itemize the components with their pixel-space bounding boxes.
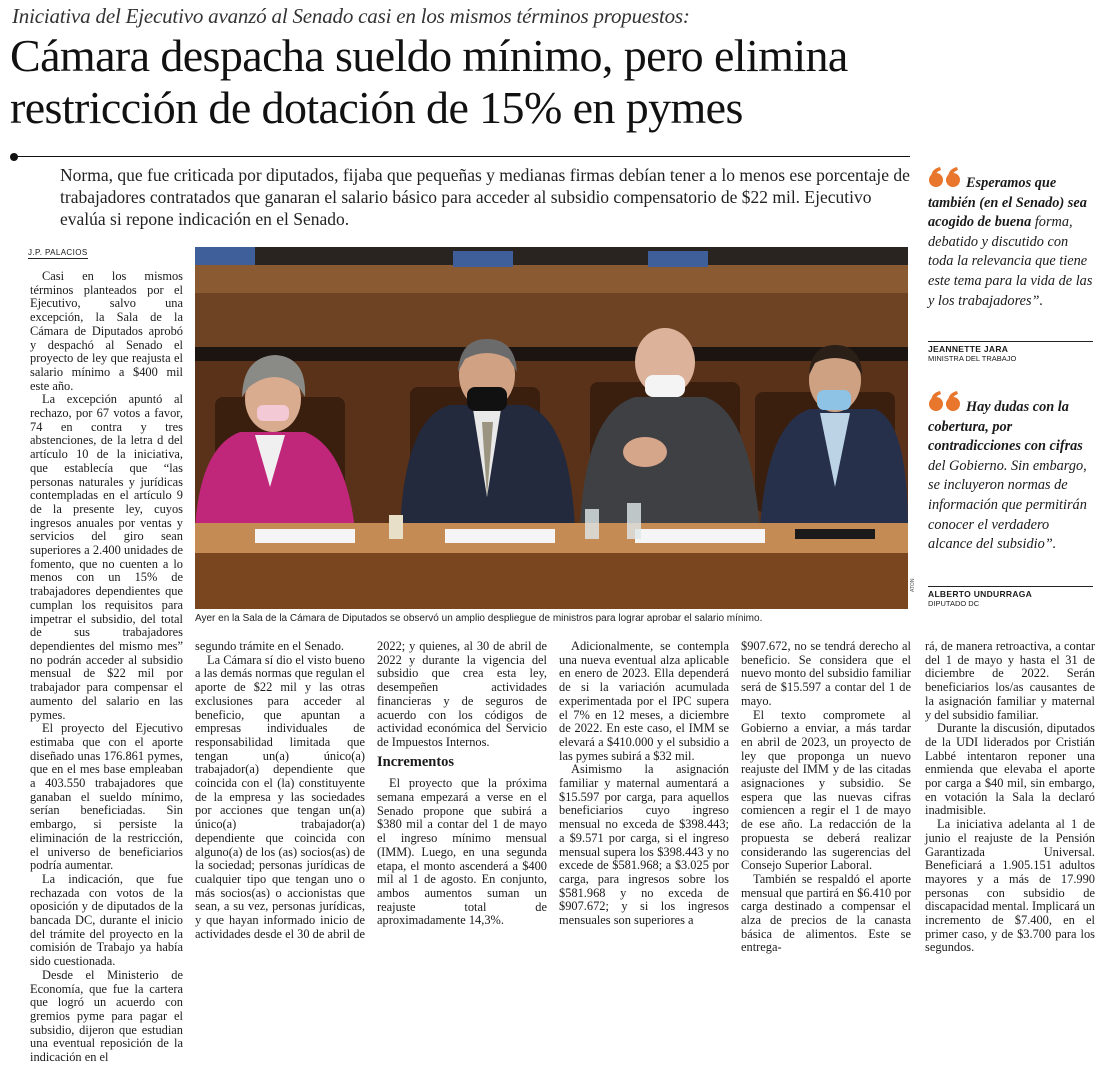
paragraph: La Cámara sí dio el visto bueno a las demás normas que regulan el aporte de $22 mil y las otras exclusiones para acceder al beneficio, que apuntan a empresas individuales de responsabilidad limitada que tengan un(a) único(a) trabajador(a) dependiente que coincida con el (la) constituyente de la empresa y las sociedades por acciones que tengan un(a) único(a) trabajador(a) dependiente que coincida con alguno(a) de los (as) socios(as) de la sociedad; personas jurídicas de cualquier tipo que tengan uno o más socios(as) o accionistas que sean, a su vez, personas jurídicas, y que hayan informado inicio de actividades desde el 30 de abril de (195, 652, 365, 941)
article-column-5 (741, 639, 912, 955)
subheading-incrementos: Incrementos (377, 753, 455, 770)
paragraph: El proyecto del Ejecutivo estimaba que con el aporte diseñado unas 176.861 pymes, que en el mes base empleaban a 403.550 trabajadores que ganaban el sueldo mínimo, serían beneficiadas. Sin embargo, si persiste la eliminación de la restricción, el universo de beneficiarios podría aumentar. (30, 721, 183, 873)
headline-line-1: Cámara despacha sueldo mínimo, pero elimina (10, 30, 848, 81)
paragraph: Desde el Ministerio de Economía, que fue la cartera que logró un acuerdo con gremios pyme para pagar el subsidio, dijeron que estudian una eventual reposición de la indicación en el (30, 967, 183, 1065)
paragraph: rá, de manera retroactiva, a contar del 1 de mayo y hasta el 31 de diciembre de 2022. Serán beneficiarios los/as causantes de la asignación familiar y maternal y del subsidio familiar. (925, 639, 1095, 722)
paragraph: segundo trámite en el Senado. (195, 639, 344, 653)
quote-text: forma, debatido y discutido con toda la relevancia que tiene este tema para la vida de las y los trabajadores”. (928, 214, 1093, 309)
article-column-3 (377, 640, 547, 940)
article-photo (195, 247, 908, 609)
photo-caption: Ayer en la Sala de la Cámara de Diputados se observó un amplio despliegue de ministros para lograr aprobar el salario mínimo. (195, 613, 763, 624)
photo-illustration (195, 247, 908, 609)
paragraph: $907.672, no se tendrá derecho al beneficio. Se considera que el nuevo monto del subsidio familiar será de $15.597 a contar del 1 de mayo. (741, 639, 912, 708)
article-column-2 (195, 640, 365, 940)
quote-mark-icon (928, 390, 962, 414)
paragraph: 2022; y quienes, al 30 de abril de 2022 y durante la vigencia del subsidio que crea esta ley, desempeñen actividades financieras y de seguros de acuerdo con los códigos de actividad económica del Servicio de Impuestos Internos. (377, 639, 547, 749)
rule-dot (10, 153, 18, 161)
paragraph: Adicionalmente, se contempla una nueva eventual alza aplicable en enero de 2023. Ella dependerá de si la variación acumulada experimentada por el IPC supera el 7% en 12 meses, a diciembre de 2022. En este caso, el IMM se elevará a $410.000 y el subsidio a las pymes subirá a $32 mil. (559, 639, 729, 763)
author-role: DIPUTADO DC (928, 599, 980, 608)
quote-bold: Esperamos que también (en el Senado) sea acogido de buena (928, 175, 1087, 231)
author-name: ALBERTO UNDURRAGA (928, 589, 1033, 599)
article-column-1 (30, 269, 183, 1065)
paragraph: Asimismo la asignación familiar y maternal aumentará a $15.597 por carga, para aquellos beneficiarios cuyo ingreso mensual no exceda de $398.443; a $9.571 por carga, si el ingreso mensual supera los $398.443 y no excede de $581.968; a $3.025 por carga, para ingresos sobre los $581.968 y no exceda de $907.672; y si los ingresos mensuales son superiores a (559, 762, 729, 928)
quote-author-2 (928, 586, 1093, 608)
author-role: MINISTRA DEL TRABAJO (928, 354, 1017, 363)
paragraph: La excepción apuntó al rechazo, por 67 votos a favor, 74 en contra y tres abstenciones, de la letra d del artículo 10 de la iniciativa, que establecía que “las personas naturales y jurídicas contempladas en el artículo 9 de la presente ley, cuyos ingresos anuales por ventas y servicios del giro sean superiores a 2.400 unidades de fomento, que no cuenten a lo menos con un 15% de trabajadores dependientes que cumplan los requisitos para impetrar el subsidio, del total de sus trabajadores dependientes del mismo mes” no podrán acceder al subsidio mensual de $22 mil por trabajador para compensar el aumento del salario en las pymes. (30, 392, 183, 722)
quote-mark-icon (928, 166, 962, 190)
kicker: Iniciativa del Ejecutivo avanzó al Senado casi en los mismos términos propuestos: (12, 4, 690, 28)
quote-author-1 (928, 341, 1093, 363)
deck: Norma, que fue criticada por diputados, fijaba que pequeñas y medianas firmas debían tener a lo menos ese porcentaje de trabajadores contratados que ganaran el salario básico para acceder al subsidio compensatorio de $22 mil. Ejecutivo evalúa si repone indicación en el Senado. (60, 165, 910, 229)
article-column-4 (559, 640, 729, 940)
paragraph: Casi en los mismos términos planteados por el Ejecutivo, salvo una excepción, la Sala de la Cámara de Diputados aprobó y despachó al Senado el proyecto de ley que reajusta el salario mínimo a $400 mil este año. (30, 269, 183, 393)
paragraph: La iniciativa adelanta al 1 de junio el reajuste de la Pensión Garantizada Universal. Beneficiará a 1.905.151 adultos mayores y a más de 17.990 personas con subsidio de discapacidad mental. Implicará un incremento de $7.400, en el primer caso, y de $3.700 para los segundos. (925, 817, 1095, 955)
quote-bold: Hay dudas con la cobertura, por contradicciones con cifras (928, 399, 1083, 455)
pull-quote-1 (928, 166, 1093, 311)
paragraph: El texto compromete al Gobierno a enviar, a más tardar en abril de 2023, un proyecto de ley que proponga un nuevo reajuste del IMM y de las citadas asignaciones y subsidio. Se espera que las nuevas cifras comiencen a regir el 1 de mayo de ese año. La redacción de la propuesta se deberá realizar considerando las sugerencias del Consejo Superior Laboral. (741, 707, 911, 873)
photo-credit: ATON (910, 578, 916, 592)
paragraph: También se respaldó el aporte mensual que partirá en $6.410 por carga destinado a compensar el alza de precios de la canasta básica de alimentos. Este se entrega- (741, 871, 911, 955)
pull-quote-2 (928, 390, 1093, 555)
headline-line-2: restricción de dotación de 15% en pymes (10, 82, 743, 133)
headline-rule (14, 156, 910, 157)
paragraph: Durante la discusión, diputados de la UDI liderados por Cristián Labbé intentaron reponer una enmienda que elevaba el aporte por carga a $40 mil, sin embargo, en votación la Sala la declaró inadmisible. (925, 721, 1095, 818)
headline (10, 30, 1095, 134)
byline: J.P. PALACIOS (28, 248, 88, 257)
article-column-6 (925, 639, 1095, 955)
paragraph: El proyecto que la próxima semana empezará a verse en el Senado propone que subirá a $380 mil a contar del 1 de mayo el ingreso mínimo mensual (IMM). Luego, en una segunda etapa, el monto ascenderá a $400 mil al 1 de agosto. En conjunto, ambos aumentos suman un reajuste total de aproximadamente 14,3%. (377, 776, 547, 928)
quote-text: del Gobierno. Sin embargo, se incluyeron normas de información que permitirán conocer el verdadero alcance del subsidio”. (928, 457, 1087, 553)
paragraph: La indicación, que fue rechazada con votos de la oposición y de diputados de la bancada DC, durante el inicio del trámite del proyecto en la comisión de Trabajo ya había sido cuestionada. (30, 871, 183, 969)
author-name: JEANNETTE JARA (928, 344, 1009, 354)
